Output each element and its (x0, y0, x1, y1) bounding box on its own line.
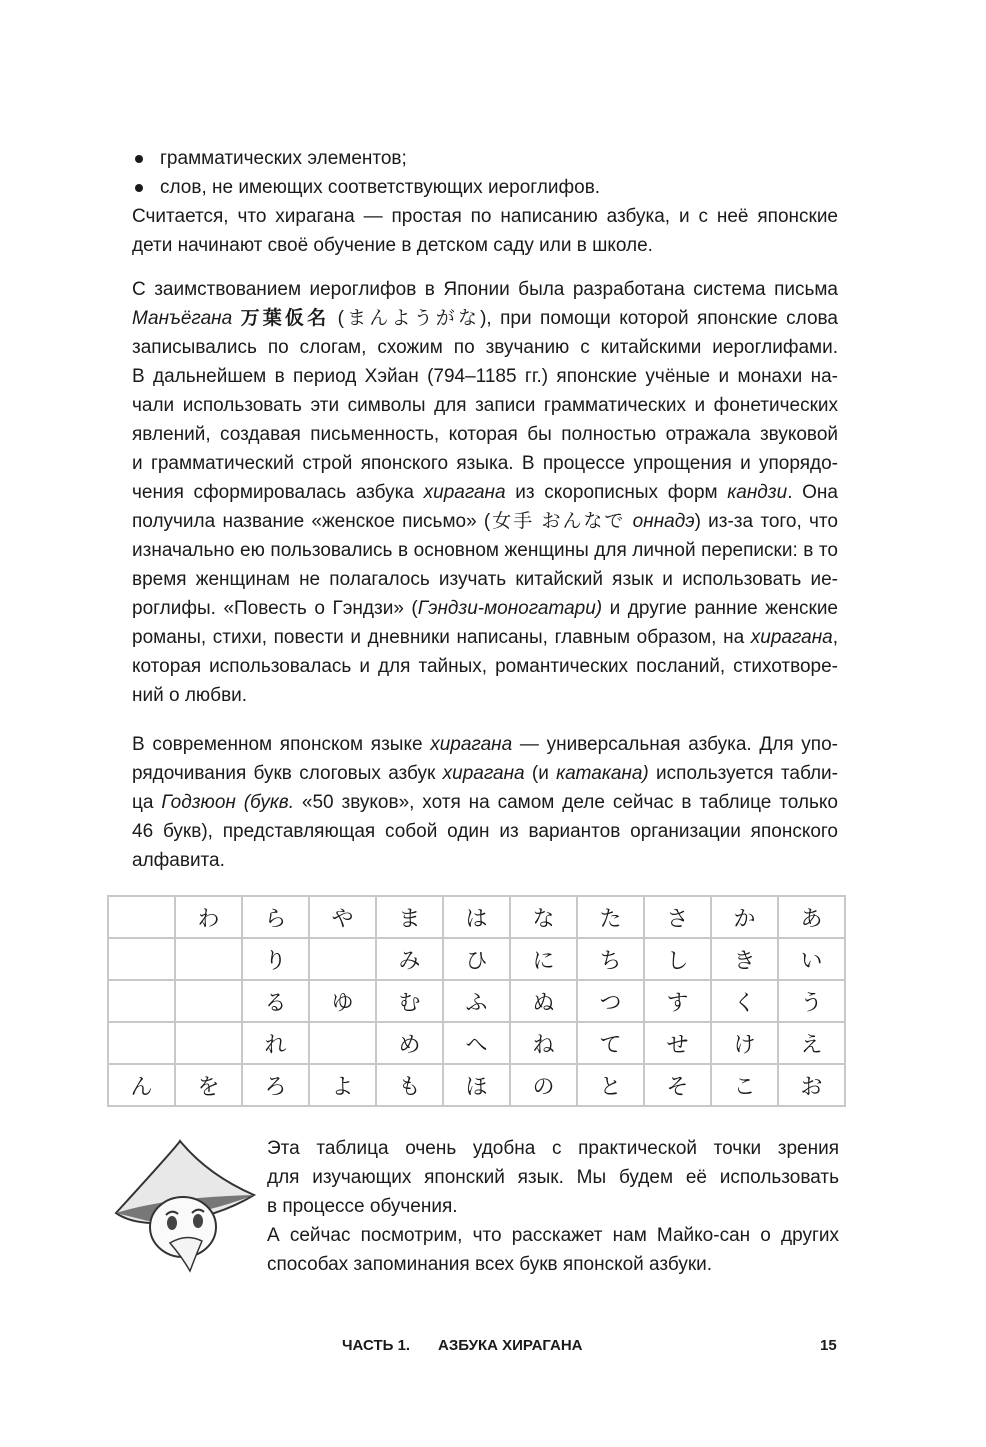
kana-cell: し (644, 938, 711, 980)
kana-cell: お (778, 1064, 845, 1106)
table-row (108, 980, 845, 1022)
kana-cell: く (711, 980, 778, 1022)
text-segment: В дальнейшем в период Хэйан (794–1185 гг.) японские учёные и монахи на- (132, 366, 838, 387)
text-segment: получила название «женское письмо» (女手 おんなで (132, 511, 633, 532)
text-segment: явлений, создавая письменность, которая бы полностью отражала звуковой (132, 424, 838, 445)
text-line (132, 681, 838, 710)
kana-cell (108, 980, 175, 1022)
text-line (132, 652, 838, 681)
text-segment: А сейчас посмотрим, что расскажет нам Майко-сан о других (267, 1225, 839, 1246)
text-segment: рядочивания букв слоговых азбук (132, 763, 443, 784)
kana-cell (175, 938, 242, 980)
kana-cell: て (577, 1022, 644, 1064)
table-row (108, 1064, 845, 1106)
text-line (132, 817, 838, 846)
text-line (132, 231, 838, 260)
text-segment: — универсальная азбука. Для упо- (512, 734, 838, 755)
kana-cell: き (711, 938, 778, 980)
kana-cell: う (778, 980, 845, 1022)
text-line (132, 333, 838, 362)
text-line (267, 1163, 839, 1192)
text-segment: Манъёгана (132, 308, 233, 329)
text-segment: Эта таблица очень удобна с практической точки зрения (267, 1138, 839, 1159)
text-segment: способах запоминания всех букв японской азбуки. (267, 1254, 713, 1275)
kana-cell: ら (242, 896, 309, 938)
text-line (132, 730, 838, 759)
kana-cell (175, 1022, 242, 1064)
kana-cell: も (376, 1064, 443, 1106)
paragraph-history (132, 275, 838, 710)
text-line (132, 202, 838, 231)
kana-cell: そ (644, 1064, 711, 1106)
text-line (132, 623, 838, 652)
kana-cell: え (778, 1022, 845, 1064)
kana-cell: を (175, 1064, 242, 1106)
bullet-list (132, 144, 600, 202)
text-line (132, 391, 838, 420)
text-line (132, 478, 838, 507)
kana-cell: こ (711, 1064, 778, 1106)
kana-cell: る (242, 980, 309, 1022)
kana-cell: ぬ (510, 980, 577, 1022)
text-line (267, 1192, 839, 1221)
kana-cell: ん (108, 1064, 175, 1106)
kana-cell: つ (577, 980, 644, 1022)
kana-cell: ふ (443, 980, 510, 1022)
kana-cell: な (510, 896, 577, 938)
page-number: 15 (820, 1337, 837, 1354)
text-line (132, 536, 838, 565)
kana-cell: さ (644, 896, 711, 938)
text-segment: кандзи (727, 482, 788, 503)
text-segment: (и (524, 763, 557, 784)
footer-part: ЧАСТЬ 1. (342, 1337, 411, 1354)
text-segment: катакана) (556, 763, 649, 784)
kana-cell: の (510, 1064, 577, 1106)
kana-cell: か (711, 896, 778, 938)
kana-cell: ろ (242, 1064, 309, 1106)
kana-cell: ち (577, 938, 644, 980)
text-line (132, 420, 838, 449)
kana-cell: れ (242, 1022, 309, 1064)
text-segment: хирагана (442, 763, 525, 784)
kana-cell: と (577, 1064, 644, 1106)
text-segment: хирагана (750, 627, 833, 648)
text-segment: ца (132, 792, 162, 813)
kana-cell: よ (309, 1064, 376, 1106)
kana-cell (108, 896, 175, 938)
kana-cell: わ (175, 896, 242, 938)
text-segment: алфавита. (132, 850, 225, 871)
text-line (132, 304, 838, 333)
text-segment: для изучающих японский язык. Мы будем её использовать (267, 1167, 839, 1188)
paragraph-intro (132, 202, 838, 260)
text-line (267, 1250, 839, 1279)
text-segment: в процессе обучения. (267, 1196, 458, 1217)
text-line (132, 362, 838, 391)
text-segment: Годзюон (букв. (161, 792, 294, 813)
kana-cell: い (778, 938, 845, 980)
text-segment: и другие ранние женские (602, 598, 838, 619)
kana-cell: け (711, 1022, 778, 1064)
kana-cell: た (577, 896, 644, 938)
text-segment: используется табли- (648, 763, 838, 784)
kana-cell: む (376, 980, 443, 1022)
text-segment: изначально ею пользовались в основном женщины для личной переписки: в то (132, 540, 838, 561)
kana-cell: ほ (443, 1064, 510, 1106)
text-line (132, 594, 838, 623)
kana-cell (309, 1022, 376, 1064)
text-line (132, 565, 838, 594)
footer-chapter: АЗБУКА ХИРАГАНА (438, 1337, 583, 1354)
text-line (132, 759, 838, 788)
text-segment: записывались по слогам, схожим по звучанию с китайскими иероглифами. (132, 337, 838, 358)
gojuon-table (107, 895, 846, 1107)
kana-cell (175, 980, 242, 1022)
text-segment: время женщинам не полагалось изучать китайский язык и использовать ие- (132, 569, 838, 590)
text-segment: романы, стихи, повести и дневники написаны, главным образом, на (132, 627, 751, 648)
kana-cell (108, 1022, 175, 1064)
text-line (132, 507, 838, 536)
text-segment: и грамматический строй японского языка. В процессе упрощения и упорядо- (132, 453, 838, 474)
text-line (267, 1221, 839, 1250)
text-segment (232, 308, 240, 329)
kana-cell: り (242, 938, 309, 980)
kana-cell: に (510, 938, 577, 980)
text-segment: Гэндзи-моногатари) (417, 598, 603, 619)
text-segment: которая использовалась и для тайных, романтических посланий, стихотворе- (132, 656, 838, 677)
bullet-item: слов, не имеющих соответствующих иероглифов. (132, 173, 600, 202)
text-segment: хирагана (430, 734, 513, 755)
text-line (132, 846, 838, 875)
kana-cell: め (376, 1022, 443, 1064)
kana-cell: ゆ (309, 980, 376, 1022)
text-segment: чали использовать эти символы для записи грамматических и фонетических (132, 395, 838, 416)
text-line (132, 275, 838, 304)
text-segment: 46 букв), представляющая собой один из вариантов организации японского (132, 821, 838, 842)
bullet-item: грамматических элементов; (132, 144, 600, 173)
kana-cell: せ (644, 1022, 711, 1064)
kana-cell: や (309, 896, 376, 938)
kana-cell: ひ (443, 938, 510, 980)
text-segment: 万葉仮名 (240, 308, 330, 329)
text-segment: чения сформировалась азбука (132, 482, 424, 503)
kana-cell (108, 938, 175, 980)
text-segment: оннадэ (632, 511, 695, 532)
text-segment: ) из-за того, что (694, 511, 838, 532)
text-segment: С заимствованием иероглифов в Японии была разработана система письма (132, 279, 838, 300)
table-row (108, 1022, 845, 1064)
text-segment: ний о любви. (132, 685, 248, 706)
kana-cell (309, 938, 376, 980)
text-segment: В современном японском языке (132, 734, 431, 755)
paragraph-gojuon (132, 730, 838, 875)
kana-cell: ね (510, 1022, 577, 1064)
text-segment: из скорописных форм (505, 482, 728, 503)
text-line (132, 788, 838, 817)
kana-cell: は (443, 896, 510, 938)
text-segment: . Она (787, 482, 838, 503)
kana-cell: み (376, 938, 443, 980)
kana-cell: あ (778, 896, 845, 938)
text-segment: хирагана (423, 482, 506, 503)
kana-cell: す (644, 980, 711, 1022)
text-line (132, 449, 838, 478)
table-row (108, 896, 845, 938)
text-segment: , (832, 627, 838, 648)
mascot-illustration (108, 1135, 258, 1275)
text-segment: «50 звуков», хотя на самом деле сейчас в таблице только (294, 792, 838, 813)
text-line (267, 1134, 839, 1163)
kana-cell: へ (443, 1022, 510, 1064)
table-row (108, 938, 845, 980)
text-segment: (まんようがな), при помощи которой японские слова (329, 308, 838, 329)
text-segment: дети начинают своё обучение в детском саду или в школе. (132, 235, 653, 256)
paragraph-table-note (267, 1134, 839, 1279)
text-segment: роглифы. «Повесть о Гэндзи» ( (132, 598, 418, 619)
text-segment: Считается, что хирагана — простая по написанию азбука, и с неё японские (132, 206, 838, 227)
kana-cell: ま (376, 896, 443, 938)
